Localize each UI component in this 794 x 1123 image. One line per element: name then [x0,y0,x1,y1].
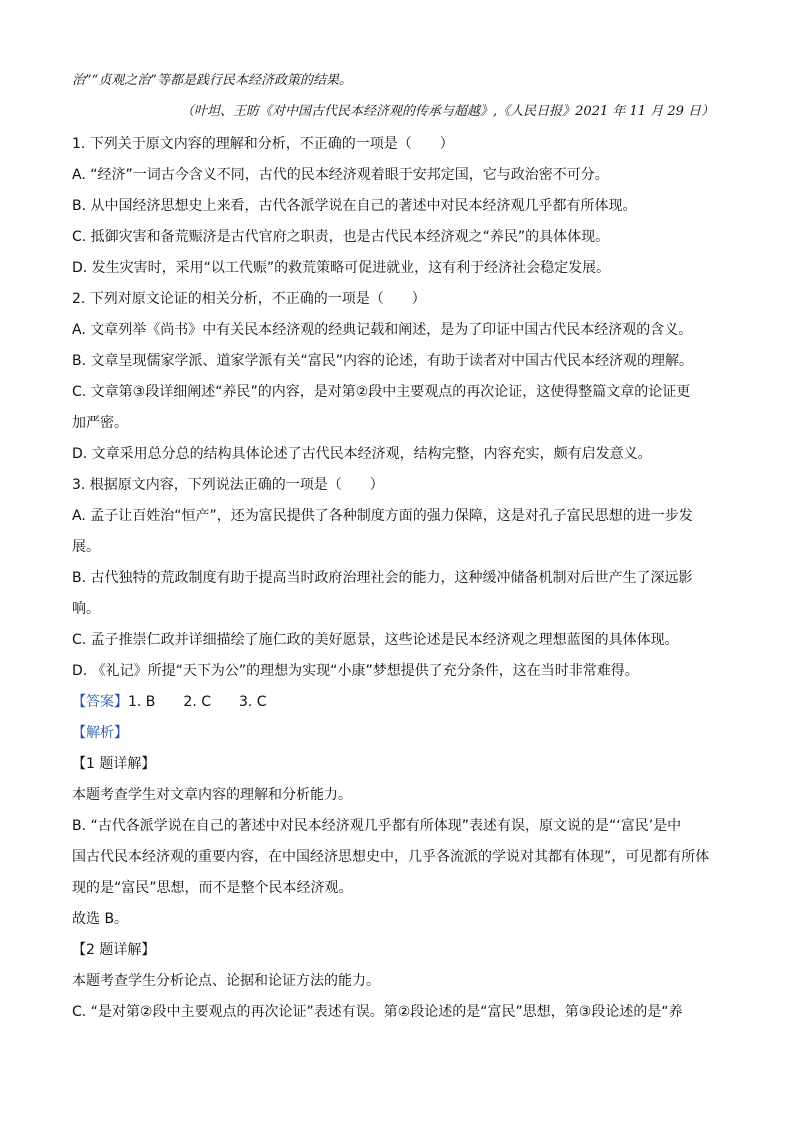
option-a-continued: 展。 [72,539,100,555]
option-c: C. 抵御灾害和备荒赈济是古代官府之职责，也是古代民本经济观之“养民”的具体体现。 [72,229,610,245]
option-d: D. 发生灾害时，采用“以工代赈”的救荒策略可促进就业，这有利于经济社会稳定发展。 [72,260,611,276]
question-2-stem: 2. 下列对原文论证的相关分析，不正确的一项是（ ） [72,291,426,307]
text-line: 治”“贞观之治”等都是践行民本经济政策的结果。 [72,73,352,88]
analysis-text: B. “古代各派学说在自己的著述中对民本经济观几乎都有所体现”表述有误，原文说的是“‘富民’是中 [72,818,682,834]
answer-text: 1. B 2. C 3. C [128,694,267,710]
analysis-text: 故选 B。 [72,911,129,927]
analysis-text: 本题考查学生分析论点、论据和论证方法的能力。 [72,973,380,989]
answer-label: 【答案】 [72,694,128,710]
q2-detail-heading: 【2 题详解】 [72,942,156,958]
question-1-stem: 1. 下列关于原文内容的理解和分析，不正确的一项是（ ） [72,136,454,152]
option-b-continued: 响。 [72,601,100,617]
option-b: B. 文章呈现儒家学派、道家学派有关“富民”内容的论述，有助于读者对中国古代民本经济观的理解。 [72,353,694,369]
option-d: D. 《礼记》所提“天下为公”的理想为实现“小康”梦想提供了充分条件，这在当时非常难得。 [72,663,639,679]
analysis-text: 国古代民本经济观的重要内容，在中国经济思想史中，几乎各流派的学说对其都有体现”，可见都有所体 [72,849,710,865]
option-c-continued: 加严密。 [72,415,128,431]
q1-detail-heading: 【1 题详解】 [72,756,156,772]
option-b: B. 古代独特的荒政制度有助于提高当时政府治理社会的能力，这种缓冲储备机制对后世产生了深远影 [72,570,693,586]
analysis-text: 现的是“富民”思想，而不是整个民本经济观。 [72,880,353,896]
question-3-stem: 3. 根据原文内容，下列说法正确的一项是（ ） [72,477,384,493]
option-c: C. 孟子推崇仁政并详细描绘了施仁政的美好愿景，这些论述是民本经济观之理想蓝图的具体体现。 [72,632,679,648]
analysis-text: C. “是对第②段中主要观点的再次论证”表述有误。第②段论述的是“富民”思想，第③段论述的是“养 [72,1004,683,1020]
option-a: A. “经济”一词古今含义不同，古代的民本经济观着眼于安邦定国，它与政治密不可分。 [72,167,609,183]
source-citation: （叶坦、王昉《对中国古代民本经济观的传承与超越》,《人民日报》2021 年 11 月 29 日） [181,104,714,119]
option-d: D. 文章采用总分总的结构具体论述了古代民本经济观，结构完整，内容充实，颇有启发意义。 [72,446,652,462]
analysis-heading: 【解析】 [72,725,128,741]
answer-line [72,693,267,711]
option-b: B. 从中国经济思想史上来看，古代各派学说在自己的著述中对民本经济观几乎都有所体现。 [72,198,637,214]
analysis-text: 本题考查学生对文章内容的理解和分析能力。 [72,787,352,803]
option-c: C. 文章第③段详细阐述“养民”的内容，是对第②段中主要观点的再次论证，这使得整篇文章的论证更 [72,384,691,400]
option-a: A. 文章列举《尚书》中有关民本经济观的经典记载和阐述，是为了印证中国古代民本经济观的含义。 [72,322,693,338]
option-a: A. 孟子让百姓治“恒产”，还为富民提供了各种制度方面的强力保障，这是对孔子富民思想的进一步发 [72,508,693,524]
